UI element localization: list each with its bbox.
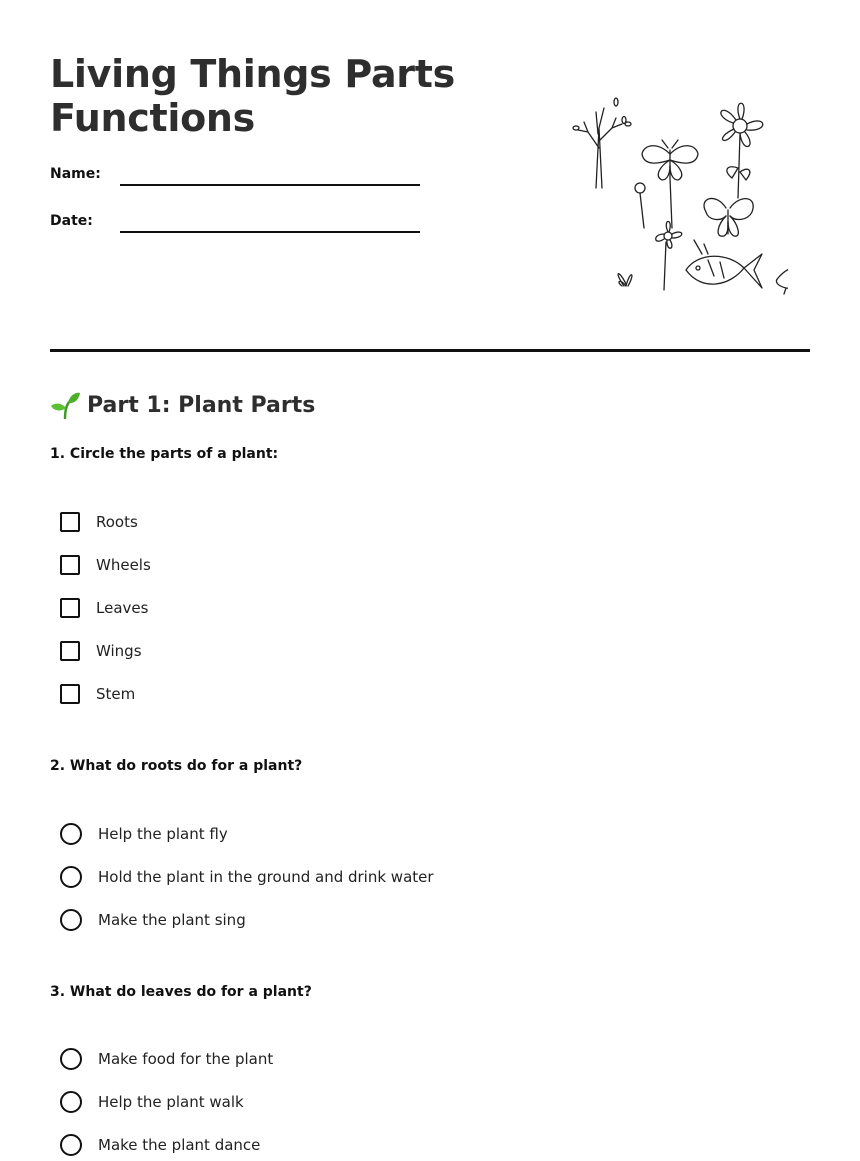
q1-option-wheels[interactable]: [60, 553, 151, 577]
radio-button[interactable]: [60, 823, 82, 845]
option-label: Wheels: [96, 556, 151, 574]
option-label: Wings: [96, 642, 142, 660]
checkbox[interactable]: [60, 598, 80, 618]
q3-option-2[interactable]: [60, 1090, 244, 1114]
question-1: 1. Circle the parts of a plant:: [50, 446, 279, 462]
option-label: Make the plant sing: [98, 911, 246, 929]
radio-button[interactable]: [60, 866, 82, 888]
checkbox[interactable]: [60, 512, 80, 532]
option-label: Help the plant fly: [98, 825, 228, 843]
radio-button[interactable]: [60, 1134, 82, 1156]
part1-heading: [50, 390, 315, 420]
date-label: Date:: [50, 213, 93, 229]
nature-illustration-icon: [558, 88, 788, 300]
sprout-icon: [50, 391, 80, 419]
q2-option-3[interactable]: [60, 908, 246, 932]
q1-option-wings[interactable]: [60, 639, 142, 663]
option-label: Hold the plant in the ground and drink water: [98, 868, 434, 886]
date-field: [50, 213, 420, 237]
radio-button[interactable]: [60, 909, 82, 931]
option-label: Make the plant dance: [98, 1136, 261, 1154]
q2-option-1[interactable]: [60, 822, 228, 846]
option-label: Help the plant walk: [98, 1093, 244, 1111]
q1-option-stem[interactable]: [60, 682, 135, 706]
option-label: Leaves: [96, 599, 149, 617]
q3-option-3[interactable]: [60, 1133, 260, 1157]
name-field: [50, 166, 420, 190]
option-label: Roots: [96, 513, 138, 531]
radio-button[interactable]: [60, 1091, 82, 1113]
checkbox[interactable]: [60, 684, 80, 704]
checkbox[interactable]: [60, 641, 80, 661]
name-input-line[interactable]: [120, 184, 420, 186]
q1-option-leaves[interactable]: [60, 596, 148, 620]
option-label: Stem: [96, 685, 136, 703]
question-2: 2. What do roots do for a plant?: [50, 758, 303, 774]
page-title: Living Things Parts Functions: [50, 52, 455, 140]
q2-option-2[interactable]: [60, 865, 434, 889]
header-divider: [50, 349, 810, 352]
date-input-line[interactable]: [120, 231, 420, 233]
radio-button[interactable]: [60, 1048, 82, 1070]
option-label: Make food for the plant: [98, 1050, 274, 1068]
q3-option-1[interactable]: [60, 1047, 273, 1071]
worksheet-page: [50, 0, 810, 1161]
question-3: 3. What do leaves do for a plant?: [50, 984, 312, 1000]
part1-title: Part 1: Plant Parts: [87, 392, 316, 418]
name-label: Name:: [50, 166, 101, 182]
q1-option-roots[interactable]: [60, 510, 138, 534]
checkbox[interactable]: [60, 555, 80, 575]
